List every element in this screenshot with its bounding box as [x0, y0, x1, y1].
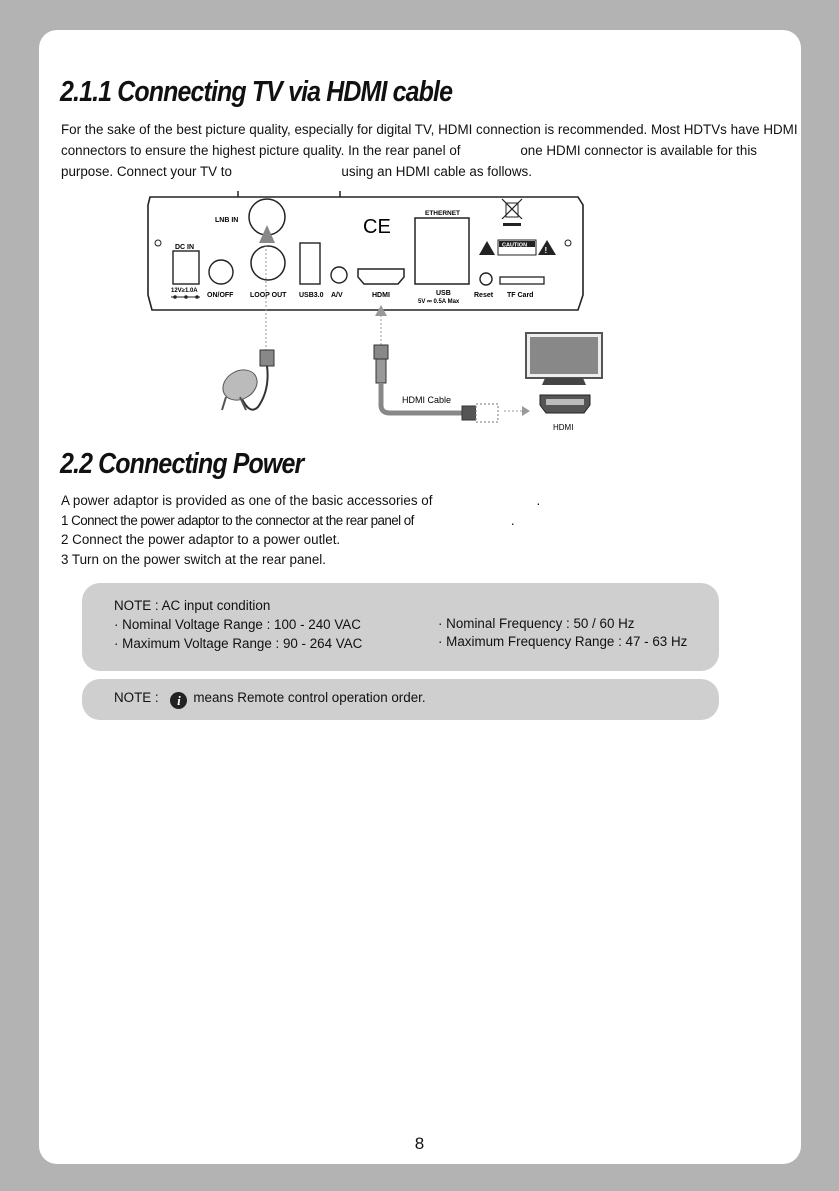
reset-button — [480, 273, 492, 285]
power-intro: A power adaptor is provided as one of the basic accessories of . — [61, 493, 541, 508]
hdmi-paragraph-line-2a: connectors to ensure the highest picture quality. In the rear panel of — [61, 143, 461, 158]
usb3-label: USB3.0 — [299, 292, 324, 299]
satellite-dish-icon — [217, 350, 274, 410]
maximum-frequency-range: · Maximum Frequency Range : 47 - 63 Hz — [438, 634, 688, 649]
caution-label: CAUTION — [502, 242, 528, 249]
section-title-hdmi: 2.1.1 Connecting TV via HDMI cable — [60, 76, 453, 108]
tf-card-label: TF Card — [507, 292, 534, 299]
nominal-frequency: · Nominal Frequency : 50 / 60 Hz — [438, 616, 635, 631]
reset-label: Reset — [474, 292, 494, 299]
usb3-port — [300, 243, 320, 284]
hdmi-cable-icon — [374, 345, 498, 422]
loop-out-label: LOOP OUT — [250, 292, 287, 299]
remote-note-text — [114, 690, 426, 709]
power-step-1: 1 Connect the power adaptor to the connector at the rear panel of . — [61, 512, 515, 528]
tv-icon — [526, 333, 602, 385]
dc-in-label: DC IN — [175, 244, 195, 251]
maximum-voltage-range: · Maximum Voltage Range : 90 - 264 VAC — [114, 636, 363, 651]
hdmi-paragraph-line-3a: purpose. Connect your TV to — [61, 164, 232, 179]
power-rating-label: 12V≥1.0A — [171, 288, 198, 294]
usb-rating-label: 5V ⎓ 0.5A Max — [418, 299, 460, 305]
usb-label: USB — [436, 290, 451, 297]
hdmi-port — [358, 269, 404, 284]
lnb-in-label: LNB IN — [215, 217, 239, 224]
dc-in-port — [173, 251, 199, 284]
connection-diagram — [0, 185, 839, 445]
tf-card-slot — [500, 277, 544, 284]
ethernet-port — [415, 218, 469, 284]
info-icon: i — [170, 692, 187, 709]
tv-hdmi-label: HDMI — [553, 423, 574, 432]
loop-out-connector — [251, 246, 285, 280]
hdmi-port-label: HDMI — [372, 292, 390, 299]
power-step-3: 3 Turn on the power switch at the rear panel. — [61, 551, 326, 567]
power-switch — [209, 260, 233, 284]
hdmi-paragraph-line-1: For the sake of the best picture quality, especially for digital TV, HDMI connection is recommended. Most HDTVs have HDMI — [61, 122, 798, 137]
remote-note — [82, 679, 719, 720]
hdmi-paragraph-line-3b: using an HDMI cable as follows. — [341, 164, 532, 179]
ce-mark: CE — [363, 216, 391, 238]
ethernet-label: ETHERNET — [425, 210, 461, 217]
ac-input-note — [82, 583, 719, 671]
power-step-2: 2 Connect the power adaptor to a power outlet. — [61, 532, 341, 547]
av-label: A/V — [331, 292, 343, 299]
page-number: 8 — [414, 1134, 425, 1153]
hdmi-paragraph — [61, 119, 798, 182]
on-off-label: ON/OFF — [207, 292, 234, 299]
hdmi-cable-label: HDMI Cable — [402, 395, 452, 405]
hdmi-paragraph-line-3 — [61, 161, 757, 182]
svg-text:!: ! — [544, 246, 548, 255]
hdmi-paragraph-line-2b: one HDMI connector is available for this — [520, 143, 757, 158]
power-instructions — [61, 491, 540, 569]
ac-note-heading: NOTE : AC input condition — [114, 598, 271, 613]
nominal-voltage-range: · Nominal Voltage Range : 100 - 240 VAC — [114, 617, 361, 632]
remote-note-label: NOTE : — [114, 690, 159, 705]
section-title-power: 2.2 Connecting Power — [60, 448, 304, 480]
remote-note-body: means Remote control operation order. — [193, 690, 426, 705]
av-port — [331, 267, 347, 283]
hdmi-paragraph-line-2 — [61, 140, 757, 161]
